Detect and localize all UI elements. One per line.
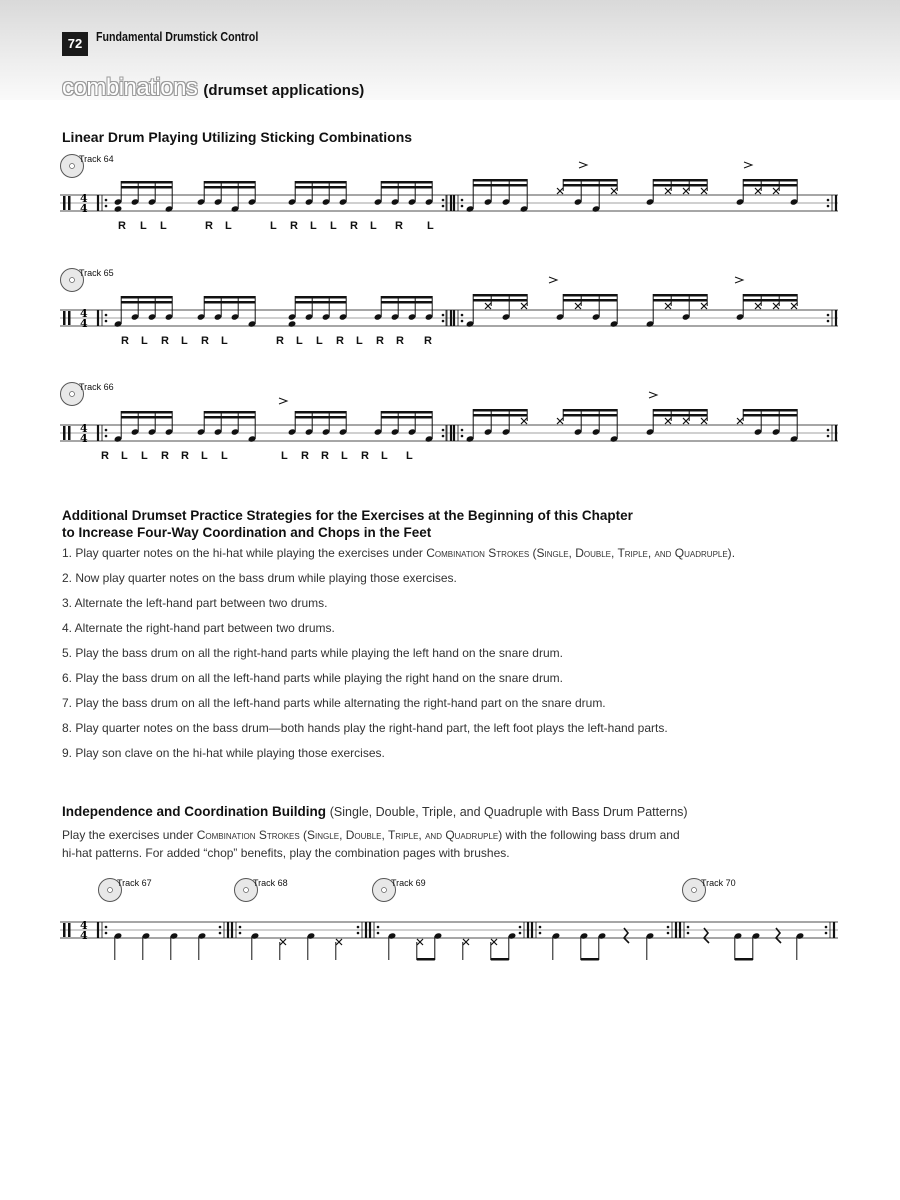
sticking-letter: R	[321, 450, 329, 462]
beam	[473, 184, 527, 187]
repeat-dot	[461, 205, 464, 208]
repeat-dot	[667, 926, 670, 929]
beam	[473, 414, 527, 417]
list-item: 8. Play quarter notes on the bass drum—both hands play the right-hand part, the left foot plays the left-hand parts.	[62, 721, 668, 735]
beam	[563, 299, 617, 302]
repeat-dot	[442, 435, 445, 438]
repeat-dot	[377, 926, 380, 929]
beam	[121, 416, 172, 419]
beam	[295, 186, 346, 189]
repeat-dot	[442, 314, 445, 317]
repeat-dot	[827, 435, 830, 438]
repeat-dot	[827, 205, 830, 208]
notehead	[114, 205, 123, 212]
sticking-letter: R	[290, 220, 298, 232]
sticking-letter: L	[225, 220, 232, 232]
sticking-letter: L	[330, 220, 337, 232]
rest	[624, 928, 629, 943]
sticking-letter: L	[121, 450, 128, 462]
beam	[743, 294, 797, 297]
list-item: 5. Play the bass drum on all the right-hand parts while playing the left hand on the snare drum.	[62, 646, 563, 660]
repeat-dot	[219, 932, 222, 935]
repeat-dot	[461, 429, 464, 432]
beam	[204, 296, 255, 299]
repeat-dot	[461, 320, 464, 323]
sticking-letter: L	[221, 335, 228, 347]
beam	[295, 181, 346, 184]
repeat-dot	[105, 435, 108, 438]
sticking-letter: L	[141, 335, 148, 347]
time-signature: 4	[80, 929, 88, 942]
list-item: 6. Play the bass drum on all the left-hand parts while playing the right hand on the snare drum.	[62, 671, 563, 685]
list-item: 3. Alternate the left-hand part between two drums.	[62, 596, 328, 610]
beam	[653, 184, 707, 187]
repeat-dot	[461, 435, 464, 438]
strategies-list	[62, 545, 735, 770]
accent-mark	[549, 277, 557, 283]
repeat-dot	[539, 926, 542, 929]
beam	[381, 301, 432, 304]
beam	[295, 296, 346, 299]
percussion-clef	[63, 311, 66, 325]
repeat-dot	[461, 199, 464, 202]
sticking-letter: R	[396, 335, 404, 347]
beam	[743, 414, 797, 417]
time-signature: 4	[80, 422, 88, 435]
beam	[473, 299, 527, 302]
sticking-letter: R	[161, 335, 169, 347]
repeat-dot	[357, 932, 360, 935]
sticking-letter: L	[381, 450, 388, 462]
repeat-dot	[687, 926, 690, 929]
repeat-dot	[442, 205, 445, 208]
sticking-letter: L	[160, 220, 167, 232]
sticking-letter: L	[296, 335, 303, 347]
beam	[381, 411, 432, 414]
beam	[653, 414, 707, 417]
sticking-letter: R	[395, 220, 403, 232]
sticking-letter: L	[181, 335, 188, 347]
beam	[473, 409, 527, 412]
repeat-dot	[687, 932, 690, 935]
repeat-dot	[827, 320, 830, 323]
beam	[563, 184, 617, 187]
beam	[581, 958, 599, 961]
sticking-letter: L	[281, 450, 288, 462]
repeat-dot	[461, 314, 464, 317]
repeat-dot	[377, 932, 380, 935]
rest	[704, 928, 709, 943]
repeat-dot	[105, 926, 108, 929]
sticking-letter: R	[205, 220, 213, 232]
beam	[743, 409, 797, 412]
beam	[204, 411, 255, 414]
time-signature: 4	[80, 317, 88, 330]
time-signature: 4	[80, 432, 88, 445]
beam	[121, 296, 172, 299]
beam	[295, 416, 346, 419]
strategies-heading: Additional Drumset Practice Strategies for the Exercises at the Beginning of this Chapter to Increase Four-Way Coordination and Chops in the Feet	[62, 508, 633, 540]
sticking-letter: L	[406, 450, 413, 462]
beam	[295, 411, 346, 414]
beam	[417, 958, 435, 961]
repeat-dot	[825, 932, 828, 935]
beam	[743, 184, 797, 187]
repeat-dot	[539, 932, 542, 935]
beam	[381, 181, 432, 184]
accent-mark	[279, 398, 287, 404]
beam	[204, 301, 255, 304]
repeat-dot	[105, 199, 108, 202]
sticking-letter: R	[301, 450, 309, 462]
beam	[121, 181, 172, 184]
percussion-clef	[63, 196, 66, 210]
sticking-letter: R	[376, 335, 384, 347]
beam	[735, 958, 753, 961]
beam	[381, 186, 432, 189]
independence-intro: Play the exercises under Combination Strokes (Single, Double, Triple, and Quadruple) with the following bass drum and hi-hat patterns. For added “chop” benefits, play the combination pages with brushes.	[62, 828, 680, 860]
beam	[381, 296, 432, 299]
sticking-letter: L	[201, 450, 208, 462]
repeat-dot	[519, 926, 522, 929]
accent-mark	[649, 392, 657, 398]
beam	[121, 301, 172, 304]
list-item: 2. Now play quarter notes on the bass drum while playing those exercises.	[62, 571, 457, 585]
book-title: Fundamental Drumstick Control	[96, 29, 259, 44]
repeat-dot	[827, 314, 830, 317]
beam	[653, 409, 707, 412]
sticking-letter: R	[161, 450, 169, 462]
list-item: 7. Play the bass drum on all the left-hand parts while alternating the right-hand part on the snare drum.	[62, 696, 606, 710]
sticking-letter: L	[316, 335, 323, 347]
accent-mark	[579, 162, 587, 168]
repeat-dot	[105, 314, 108, 317]
beam	[204, 416, 255, 419]
sticking-letter: L	[370, 220, 377, 232]
beam	[653, 179, 707, 182]
sticking-letter: R	[181, 450, 189, 462]
repeat-dot	[667, 932, 670, 935]
beam	[473, 179, 527, 182]
sticking-letter: R	[361, 450, 369, 462]
sticking-letter: R	[336, 335, 344, 347]
beam	[204, 181, 255, 184]
repeat-dot	[825, 926, 828, 929]
percussion-clef	[68, 426, 71, 440]
sticking-letter: L	[310, 220, 317, 232]
time-signature: 4	[80, 192, 88, 205]
beam	[743, 179, 797, 182]
percussion-clef	[68, 923, 71, 937]
sticking-letter: R	[201, 335, 209, 347]
beam	[491, 958, 509, 961]
repeat-dot	[105, 320, 108, 323]
repeat-dot	[442, 320, 445, 323]
list-item: 4. Alternate the right-hand part between two drums.	[62, 621, 335, 635]
percussion-clef	[63, 426, 66, 440]
accent-mark	[744, 162, 752, 168]
section-subtitle: (drumset applications)	[203, 82, 365, 99]
sticking-letter: R	[276, 335, 284, 347]
beam	[743, 299, 797, 302]
sticking-letter: L	[270, 220, 277, 232]
section-title-main: combinations	[62, 74, 198, 101]
list-item: 9. Play son clave on the hi-hat while playing those exercises.	[62, 746, 385, 760]
percussion-clef	[63, 923, 66, 937]
repeat-dot	[827, 199, 830, 202]
sticking-letter: R	[101, 450, 109, 462]
sticking-letter: R	[121, 335, 129, 347]
repeat-dot	[105, 932, 108, 935]
time-signature: 4	[80, 202, 88, 215]
sticking-letter: R	[424, 335, 432, 347]
sticking-letter: L	[221, 450, 228, 462]
sticking-letter: L	[341, 450, 348, 462]
page-number: 72	[62, 32, 88, 56]
sticking-letter: L	[427, 220, 434, 232]
repeat-dot	[442, 429, 445, 432]
beam	[381, 416, 432, 419]
sticking-letter: L	[140, 220, 147, 232]
beam	[473, 294, 527, 297]
beam	[563, 179, 617, 182]
beam	[121, 186, 172, 189]
sticking-letter: L	[356, 335, 363, 347]
beam	[563, 294, 617, 297]
repeat-dot	[239, 932, 242, 935]
independence-heading: Independence and Coordination Building (Single, Double, Triple, and Quadruple with Bass Drum Patterns)	[62, 804, 688, 819]
linear-heading: Linear Drum Playing Utilizing Sticking Combinations	[62, 129, 413, 145]
time-signature: 4	[80, 307, 88, 320]
accent-mark	[735, 277, 743, 283]
beam	[563, 414, 617, 417]
repeat-dot	[357, 926, 360, 929]
beam	[653, 299, 707, 302]
repeat-dot	[219, 926, 222, 929]
sticking-letter: L	[141, 450, 148, 462]
time-signature: 4	[80, 919, 88, 932]
sticking-letter: R	[350, 220, 358, 232]
sticking-letter: R	[118, 220, 126, 232]
percussion-clef	[68, 311, 71, 325]
beam	[295, 301, 346, 304]
percussion-clef	[68, 196, 71, 210]
repeat-dot	[105, 205, 108, 208]
beam	[563, 409, 617, 412]
beam	[121, 411, 172, 414]
repeat-dot	[105, 429, 108, 432]
list-item: 1. Play quarter notes on the hi-hat while playing the exercises under Combination Strokes (Single, Double, Triple, and Quadruple).	[62, 546, 736, 560]
beam	[204, 186, 255, 189]
rest	[776, 928, 781, 943]
repeat-dot	[442, 199, 445, 202]
repeat-dot	[519, 932, 522, 935]
notehead	[288, 320, 297, 327]
repeat-dot	[827, 429, 830, 432]
beam	[653, 294, 707, 297]
repeat-dot	[239, 926, 242, 929]
